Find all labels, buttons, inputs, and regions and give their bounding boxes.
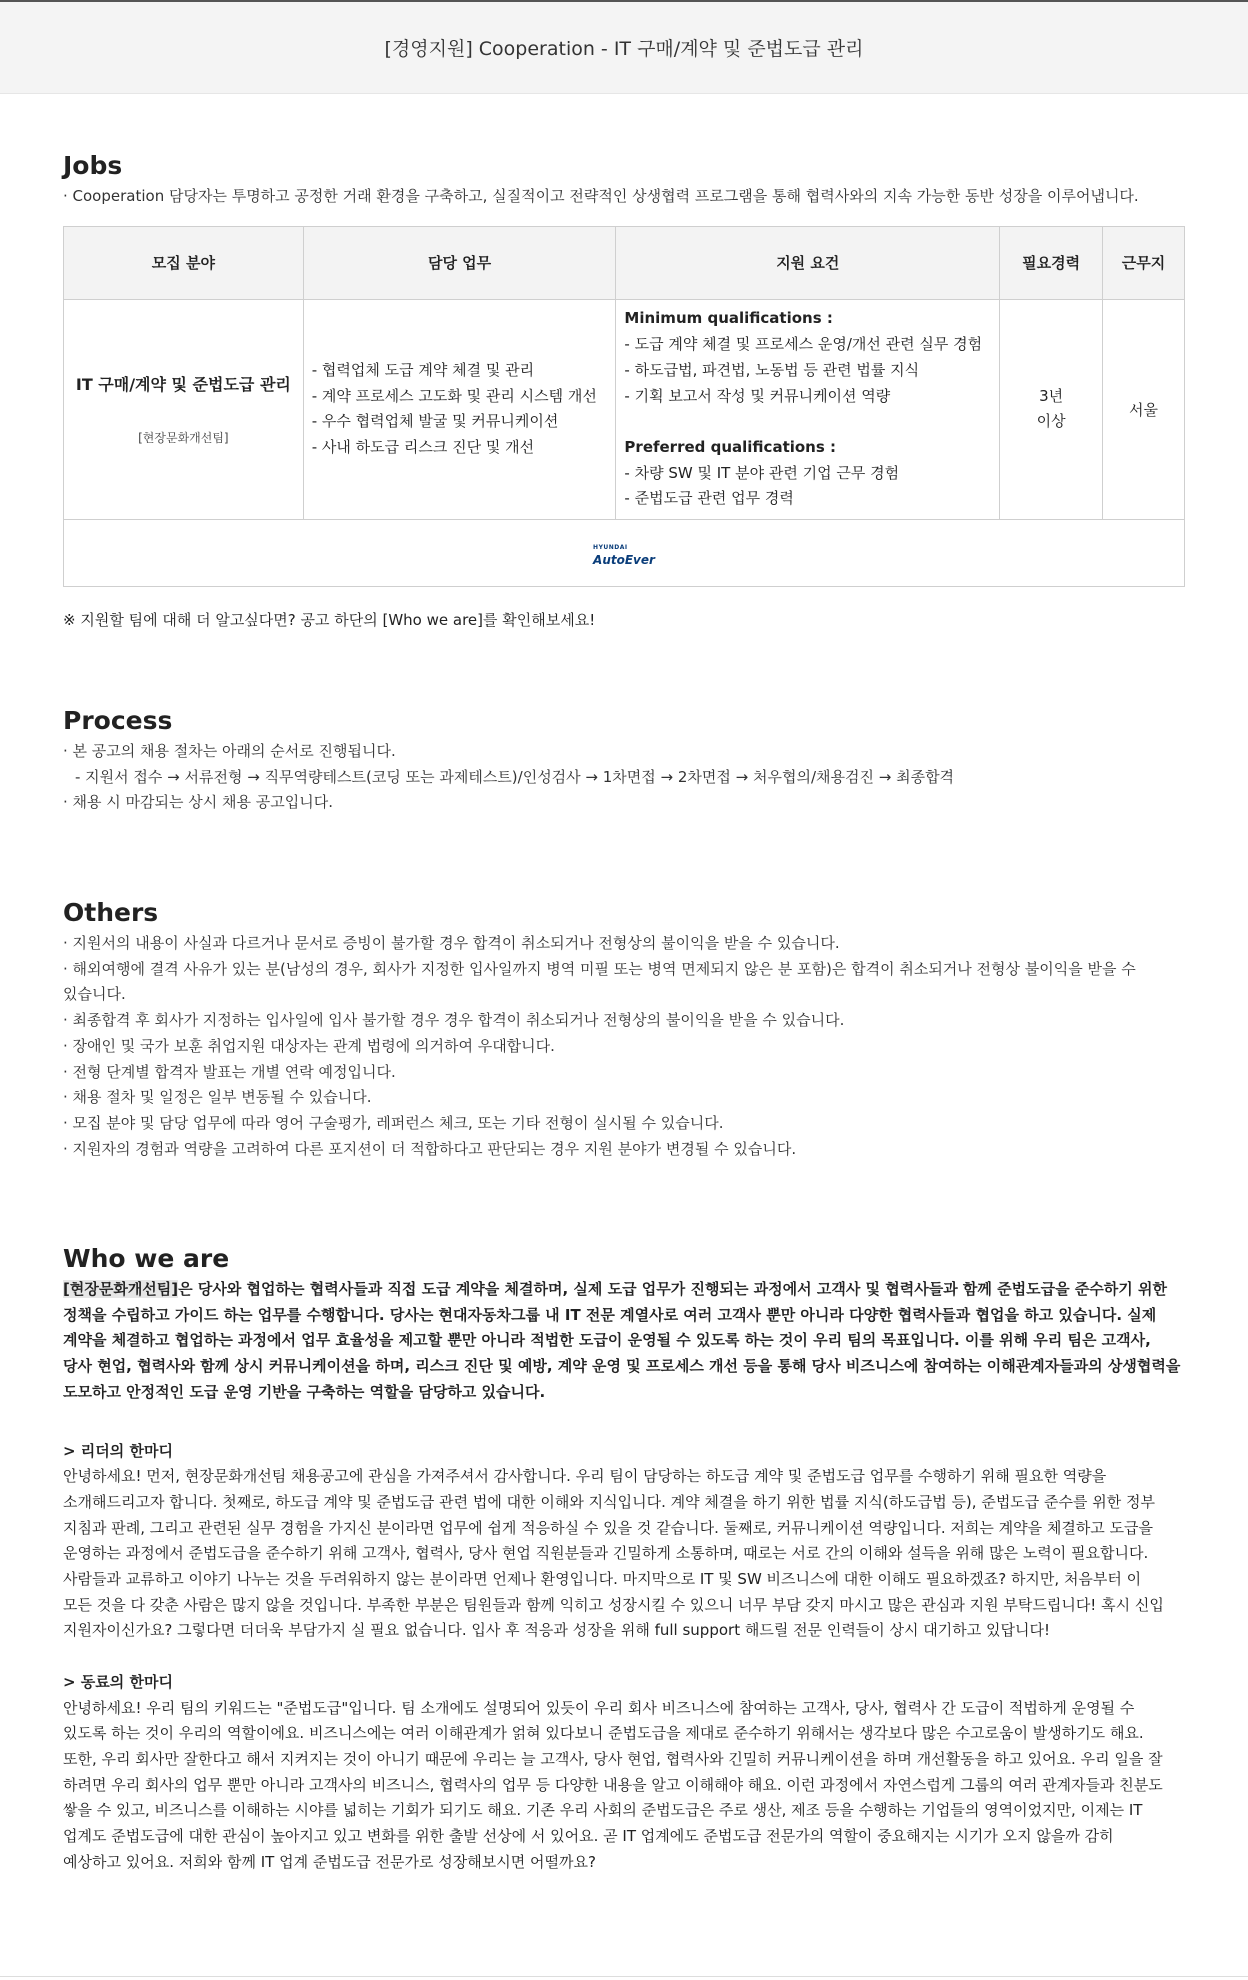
role-cell bbox=[64, 299, 304, 519]
colleague-message-line: 또한, 우리 회사만 잘한다고 해서 지켜지는 것이 아니기 때문에 우리는 늘 고객사, 당사 현업, 협력사와 긴밀히 커뮤니케이션을 하며 개선활동을 하고 있어요. 우리 일을 잘 bbox=[63, 1749, 1163, 1768]
col-header-location: 근무지 bbox=[1103, 226, 1185, 299]
colleague-message-line: 안녕하세요! 우리 팀의 키워드는 "준법도급"입니다. 팀 소개에도 설명되어 있듯이 우리 회사 비즈니스에 참여하는 고객사, 당사, 협력사 간 도급이 적법하게 운영될 수 bbox=[63, 1698, 1135, 1717]
logo-cell bbox=[64, 519, 1185, 586]
col-header-requirements: 지원 요건 bbox=[616, 226, 1000, 299]
others-line: · 해외여행에 결격 사유가 있는 분(남성의 경우, 회사가 지정한 입사일까지 병역 미필 또는 병역 면제되지 않은 분 포함)은 합격이 취소되거나 전형상 불이익을 받을 수 bbox=[63, 959, 1136, 978]
process-steps: - 지원서 접수 → 서류전형 → 직무역량테스트(코딩 또는 과제테스트)/인성검사 → 1차면접 → 2차면접 → 처우협의/채용검진 → 최종합격 bbox=[75, 767, 955, 786]
others-line: · 모집 분야 및 담당 업무에 따라 영어 구술평가, 레퍼런스 체크, 또는 기타 전형이 실시될 수 있습니다. bbox=[63, 1113, 724, 1132]
team-tag: [현장문화개선팀] bbox=[63, 1280, 179, 1298]
min-qualification-item: - 도급 계약 체결 및 프로세스 운영/개선 관련 실무 경험 bbox=[624, 335, 983, 354]
duties-cell bbox=[303, 299, 616, 519]
others-line: · 최종합격 후 회사가 지정하는 입사일에 입사 불가할 경우 경우 합격이 취소되거나 전형상의 불이익을 받을 수 있습니다. bbox=[63, 1011, 845, 1030]
others-line: · 지원자의 경험과 역량을 고려하여 다른 포지션이 더 적합하다고 판단되는 경우 지원 분야가 변경될 수 있습니다. bbox=[63, 1139, 797, 1158]
jobs-intro: · Cooperation 담당자는 투명하고 공정한 거래 환경을 구축하고, 실질적이고 전략적인 상생협력 프로그램을 통해 협력사와의 지속 가능한 동반 성장을 이루어냅니다. bbox=[63, 187, 1139, 205]
colleague-message-line: 예상하고 있어요. 저희와 함께 IT 업계 준법도급 전문가로 성장해보시면 어떨까요? bbox=[63, 1852, 596, 1871]
others-line: · 지원서의 내용이 사실과 다르거나 문서로 증빙이 불가할 경우 합격이 취소되거나 전형상의 불이익을 받을 수 있습니다. bbox=[63, 934, 840, 952]
location-cell: 서울 bbox=[1103, 299, 1185, 519]
page-header bbox=[0, 2, 1248, 94]
jobs-section bbox=[63, 148, 1185, 633]
process-line: · 본 공고의 채용 절차는 아래의 순서로 진행됩니다. bbox=[63, 742, 396, 760]
jobs-heading: Jobs bbox=[63, 151, 123, 180]
spacer bbox=[63, 1644, 1185, 1670]
leader-message-line: 운영하는 과정에서 준법도급을 준수하기 위해 고객사, 협력사, 당사 현업 직원분들과 긴밀하게 소통하며, 때로는 서로 간의 이해와 설득을 위해 많은 노력이 필요합니다. bbox=[63, 1544, 1149, 1563]
team-description-line: 은 당사와 협업하는 협력사들과 직접 도급 계약을 체결하며, 실제 도급 업무가 진행되는 과정에서 고객사 및 협력사들과 함께 준법도급을 준수하기 위한 bbox=[178, 1280, 1167, 1298]
who-we-are-note: ※ 지원할 팀에 대해 더 알고싶다면? 공고 하단의 [Who we are]를 확인해보세요! bbox=[63, 610, 596, 629]
team-description-line: 정책을 수립하고 가이드 하는 업무를 수행합니다. 당사는 현대자동차그룹 내 IT 전문 계열사로 여러 고객사 뿐만 아니라 다양한 협력사들과 협업을 하고 있습니다. 실제 bbox=[63, 1305, 1157, 1324]
duty-item: - 협력업체 도급 계약 체결 및 관리 bbox=[311, 360, 535, 379]
spacer bbox=[63, 1406, 1185, 1439]
leader-message-line: 안녕하세요! 먼저, 현장문화개선팀 채용공고에 관심을 가져주셔서 감사합니다. 우리 팀이 담당하는 하도급 계약 및 준법도급 업무를 수행하기 위해 필요한 역량을 bbox=[63, 1467, 1107, 1486]
others-line: · 채용 절차 및 일정은 일부 변동될 수 있습니다. bbox=[63, 1088, 372, 1107]
leader-message-line: 지원자이신가요? 그렇다면 더더욱 부담가지 실 필요 없습니다. 입사 후 적응과 성장을 위해 full support 해드릴 전문 인력들이 상시 대기하고 있답니다! bbox=[63, 1621, 1051, 1640]
leader-message-line: 모든 것을 다 갖춘 사람은 많지 않을 것입니다. 부족한 부분은 팀원들과 함께 익히고 성장시킬 수 있으니 너무 부담 갖지 마시고 많은 관심과 지원 부탁드립니다! 혹시 신입 bbox=[63, 1595, 1164, 1614]
job-posting-content bbox=[63, 148, 1185, 1871]
duty-item: - 우수 협력업체 발굴 및 커뮤니케이션 bbox=[311, 412, 559, 431]
colleague-message-line: 하려면 우리 회사의 업무 뿐만 아니라 고객사의 비즈니스, 협력사의 업무 등 다양한 내용을 알고 이해해야 해요. 이런 과정에서 자연스럽게 그룹의 여러 관계자들과 친분도 bbox=[63, 1775, 1163, 1794]
leader-message-line: 지침과 판례, 그리고 관련된 실무 경험을 가지신 분이라면 업무에 쉽게 적응하실 수 있을 것 같습니다. 둘째로, 커뮤니케이션 역량입니다. 저희는 계약을 체결하고 도급을 bbox=[63, 1518, 1154, 1537]
min-qualification-item: - 하도급법, 파견법, 노동법 등 관련 법률 지식 bbox=[624, 360, 920, 379]
leader-message-line: 사람들과 교류하고 이야기 나누는 것을 두려워하지 않는 분이라면 언제나 환영입니다. 마지막으로 IT 및 SW 비즈니스에 대한 이해도 필요하겠죠? 하지만, 처음부터 이 bbox=[63, 1570, 1142, 1589]
others-line: · 장애인 및 국가 보훈 취업지원 대상자는 관계 법령에 의거하여 우대합니다. bbox=[63, 1036, 555, 1055]
others-section bbox=[63, 895, 1185, 1162]
team-description-line: 도모하고 안정적인 도급 운영 기반을 구축하는 역할을 담당하고 있습니다. bbox=[63, 1382, 546, 1401]
process-line: · 채용 시 마감되는 상시 채용 공고입니다. bbox=[63, 793, 333, 812]
who-we-are-heading: Who we are bbox=[63, 1244, 230, 1273]
team-description-line: 당사 현업, 협력사와 함께 상시 커뮤니케이션을 하며, 리스크 진단 및 예방, 계약 운영 및 프로세스 개선 등을 통해 당사 비즈니스에 참여하는 이해관계자들과의 상생협력을 bbox=[63, 1357, 1181, 1376]
logo-row bbox=[64, 519, 1185, 586]
jobs-table bbox=[63, 226, 1185, 587]
col-header-field: 모집 분야 bbox=[64, 226, 304, 299]
experience-cell bbox=[1000, 299, 1103, 519]
table-row bbox=[64, 299, 1185, 519]
leader-message-line: 소개해드리고자 합니다. 첫째로, 하도급 계약 및 준법도급 관련 법에 대한 이해와 지식입니다. 계약 체결을 하기 위한 법률 지식(하도급법 등), 준법도급 준수를 위한 정부 bbox=[63, 1492, 1156, 1511]
col-header-experience: 필요경력 bbox=[1000, 226, 1103, 299]
spacer bbox=[624, 409, 991, 435]
logo-hyundai-text: HYUNDAI bbox=[593, 544, 628, 552]
duty-item: - 사내 하도급 리스크 진단 및 개선 bbox=[311, 437, 535, 456]
duty-item: - 계약 프로세스 고도화 및 관리 시스템 개선 bbox=[311, 386, 597, 405]
team-description-line: 계약을 체결하고 협업하는 과정에서 업무 효율성을 제고할 뿐만 아니라 적법한 도급이 운영될 수 있도록 하는 것이 우리 팀의 목표입니다. 이를 위해 우리 팀은 고객사, bbox=[63, 1331, 1151, 1350]
colleague-message-line: 쌓을 수 있고, 비즈니스를 이해하는 시야를 넓히는 기회가 되기도 해요. 기존 우리 사회의 준법도급은 주로 생산, 제조 등을 수행하는 기업들의 영역이었지만, 이제는 IT bbox=[63, 1801, 1143, 1820]
min-qualifications-label: Minimum qualifications : bbox=[624, 309, 833, 328]
logo-autoever-text: AutoEver bbox=[593, 553, 655, 568]
who-we-are-section bbox=[63, 1241, 1185, 1875]
hyundai-autoever-logo bbox=[593, 537, 655, 567]
experience-years: 3년 bbox=[1039, 386, 1064, 405]
leader-message-title: > 리더의 한마디 bbox=[63, 1441, 173, 1460]
col-header-duties: 담당 업무 bbox=[303, 226, 616, 299]
others-line: · 전형 단계별 합격자 발표는 개별 연락 예정입니다. bbox=[63, 1062, 396, 1081]
preferred-qualification-item: - 차량 SW 및 IT 분야 관련 기업 근무 경험 bbox=[624, 463, 900, 482]
page-title: [경영지원] Cooperation - IT 구매/계약 및 준법도급 관리 bbox=[384, 38, 864, 60]
process-heading: Process bbox=[63, 706, 173, 735]
colleague-message-line: 있도록 하는 것이 우리의 역할이에요. 비즈니스에는 여러 이해관계가 얽혀 있다보니 준법도급을 제대로 준수하기 위해서는 생각보다 많은 수고로움이 발생하기도 해요. bbox=[63, 1724, 1144, 1743]
others-heading: Others bbox=[63, 898, 159, 927]
colleague-message-line: 업계도 준법도급에 대한 관심이 높아지고 있고 변화를 위한 출발 선상에 서 있어요. 곧 IT 업계에도 준법도급 전문가의 역할이 중요해지는 시기가 오지 않을까 감히 bbox=[63, 1827, 1114, 1846]
preferred-qualification-item: - 준법도급 관련 업무 경력 bbox=[624, 489, 794, 508]
min-qualification-item: - 기획 보고서 작성 및 커뮤니케이션 역량 bbox=[624, 386, 891, 405]
experience-suffix: 이상 bbox=[1036, 412, 1066, 431]
colleague-message-title: > 동료의 한마디 bbox=[63, 1672, 173, 1691]
jobs-table-header-row bbox=[64, 226, 1185, 299]
team-description bbox=[63, 1277, 1185, 1303]
requirements-cell bbox=[616, 299, 1000, 519]
bottom-border bbox=[0, 1976, 1248, 1977]
preferred-qualifications-label: Preferred qualifications : bbox=[624, 437, 837, 456]
role-team: [현장문화개선팀] bbox=[138, 431, 229, 446]
process-section bbox=[63, 703, 1185, 816]
role-title: IT 구매/계약 및 준법도급 관리 bbox=[75, 375, 291, 395]
others-line: 있습니다. bbox=[63, 985, 126, 1004]
